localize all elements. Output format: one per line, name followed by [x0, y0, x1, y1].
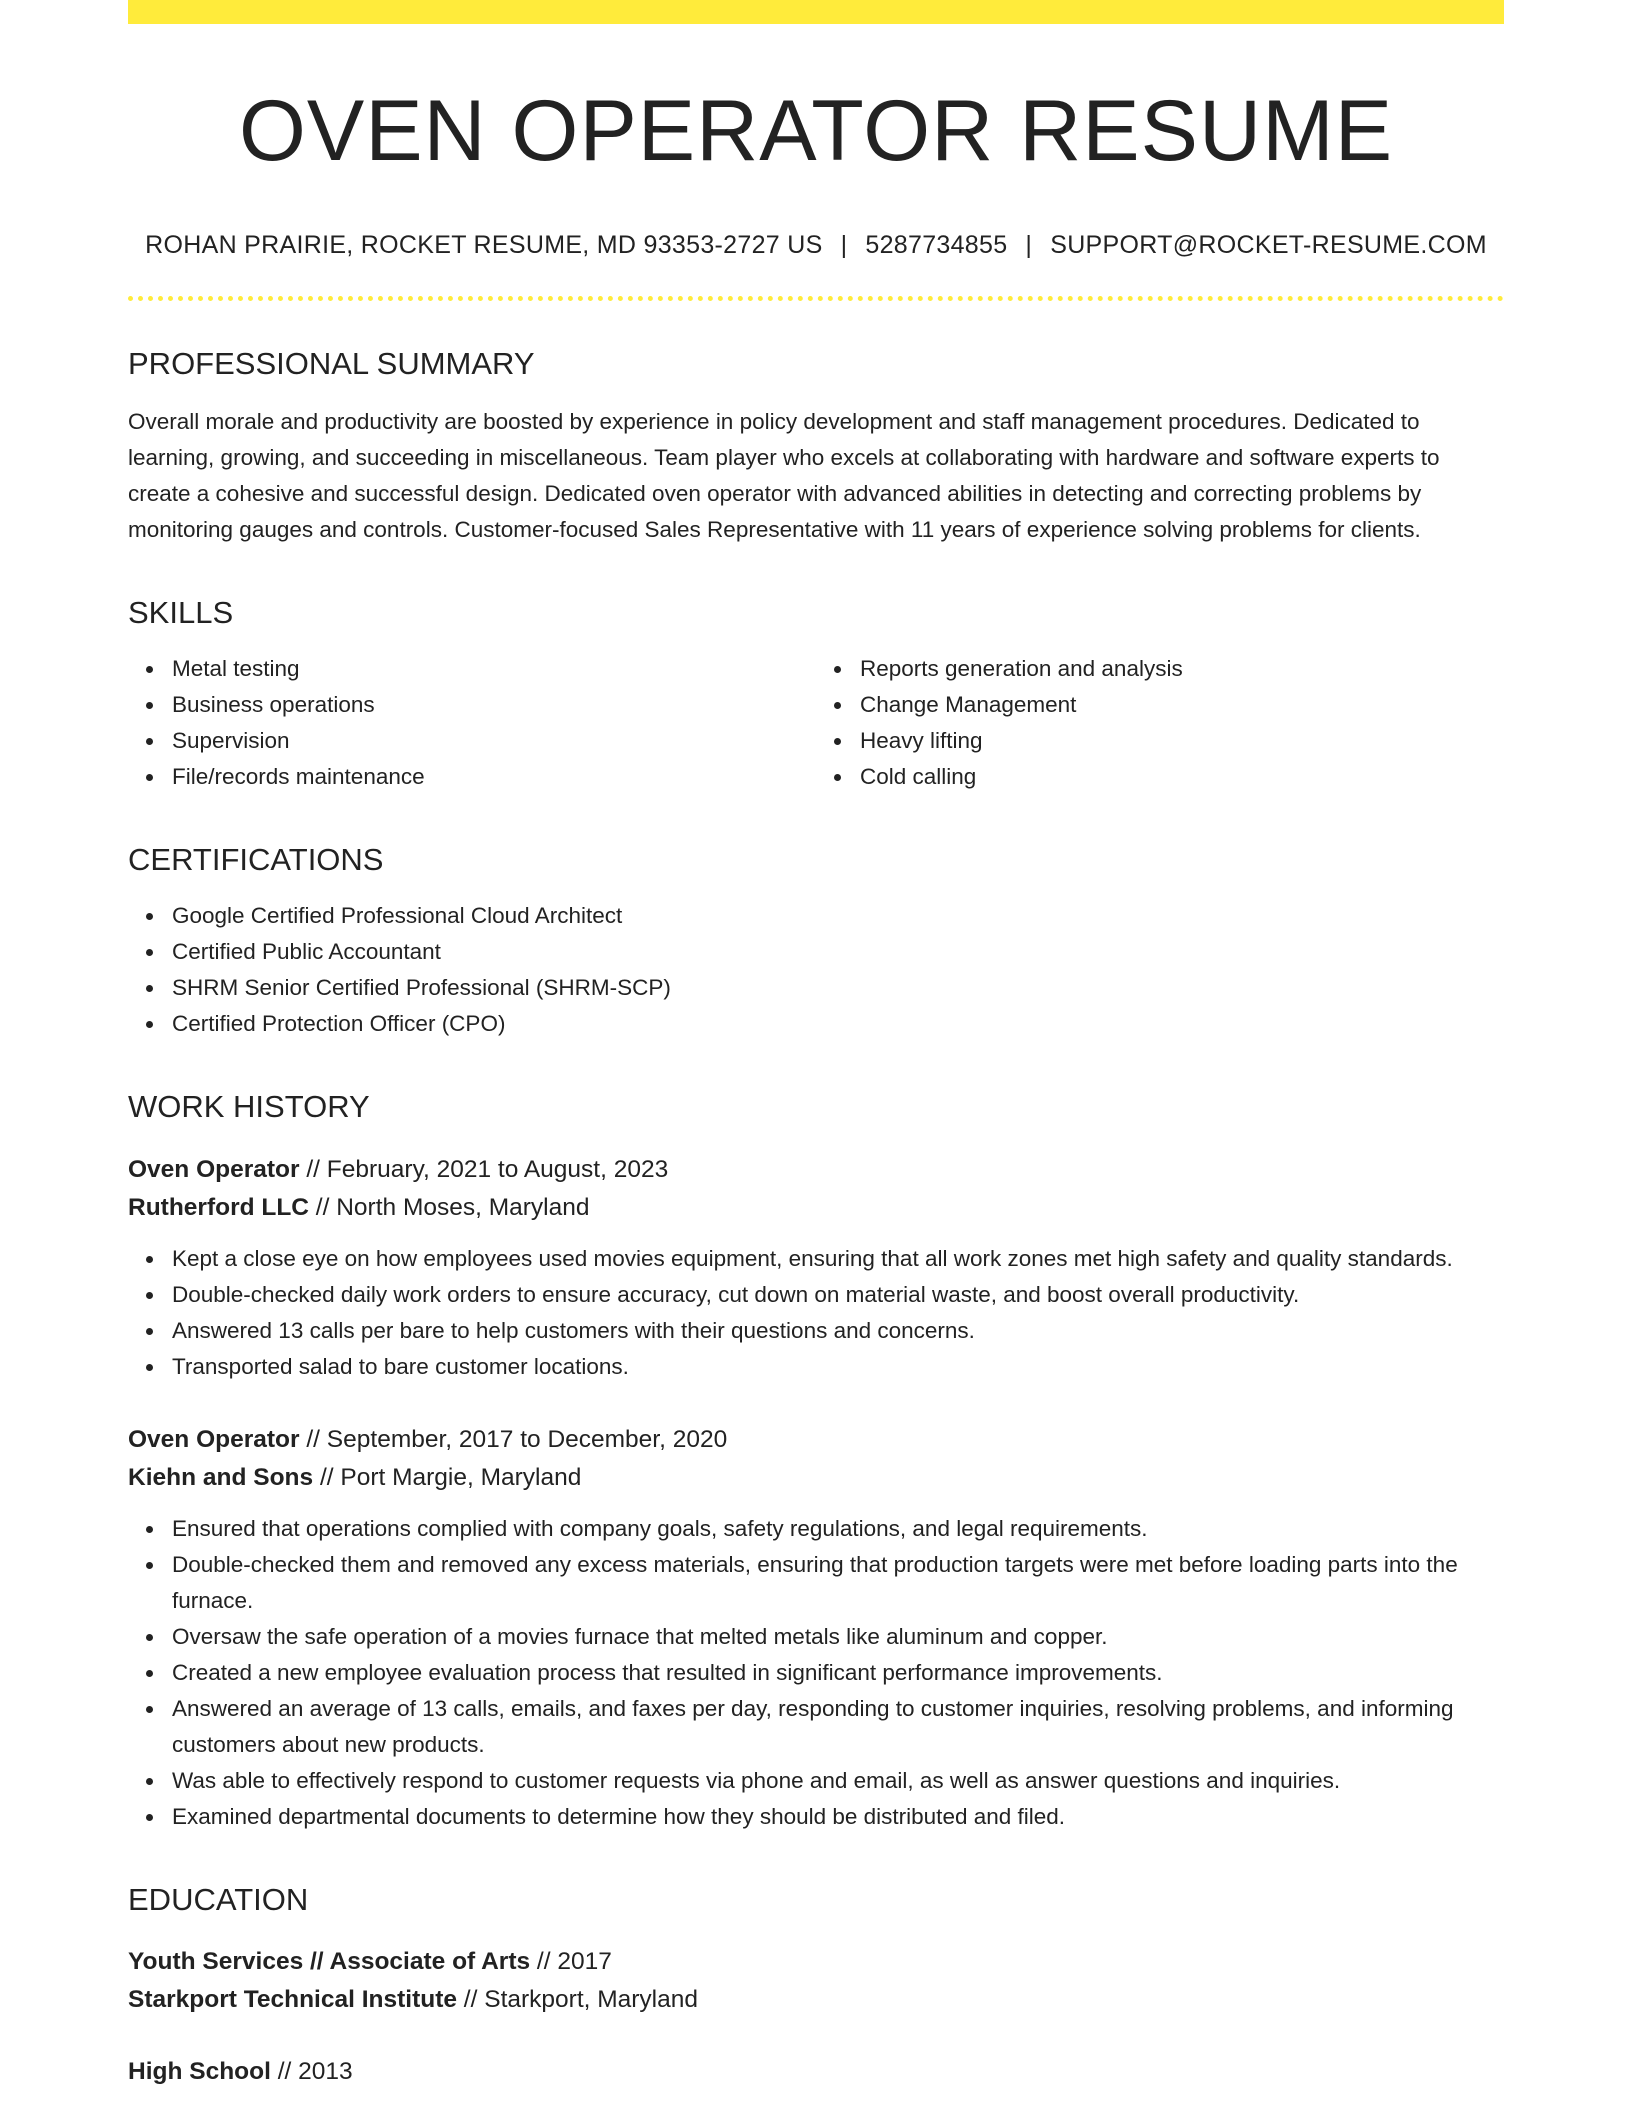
skills-section	[128, 594, 1504, 795]
job-bullet: Answered an average of 13 calls, emails, and faxes per day, responding to customer inquiries, resolving problems, and informing customers about new products.	[172, 1691, 1504, 1763]
job-location: // Port Margie, Maryland	[313, 1464, 582, 1492]
job-dates: // September, 2017 to December, 2020	[299, 1426, 728, 1454]
education-degree: High School	[128, 2057, 271, 2085]
education-year: // 2013	[270, 2057, 353, 2085]
contact-address: ROHAN PRAIRIE, ROCKET RESUME, MD 93353-2727 US	[145, 230, 823, 259]
skill-item: Change Management	[860, 687, 1504, 723]
job-bullets	[128, 1511, 1504, 1835]
resume-title: OVEN OPERATOR RESUME	[238, 83, 1394, 179]
job-bullet: Transported salad to bare customer locations.	[172, 1349, 1504, 1385]
summary-section	[128, 345, 1504, 548]
job-company: Kiehn and Sons	[128, 1464, 314, 1492]
contact-phone[interactable]: 5287734855	[865, 230, 1008, 259]
summary-heading: PROFESSIONAL SUMMARY	[128, 345, 535, 381]
dotted-divider	[128, 296, 1504, 301]
skills-list-left	[128, 651, 816, 795]
certifications-heading: CERTIFICATIONS	[128, 841, 384, 877]
education-section	[128, 1881, 1504, 2090]
contact-line	[128, 231, 1504, 260]
resume-page	[128, 0, 1504, 2091]
job-dates: // February, 2021 to August, 2023	[299, 1156, 669, 1184]
skill-item: Reports generation and analysis	[860, 651, 1504, 687]
summary-text: Overall morale and productivity are boosted by experience in policy development and staff management procedures. Dedicated to learning, growing, and succeeding in miscellaneous. Team player who excels at collaborating with hardware and software experts to create a cohesive and successful design. Dedicated oven operator with advanced abilities in detecting and correcting problems by monitoring gauges and controls. Customer-focused Sales Representative with 11 years of experience solving problems for clients.	[128, 408, 1440, 542]
education-heading: EDUCATION	[128, 1882, 309, 1918]
job-bullet: Examined departmental documents to determine how they should be distributed and filed.	[172, 1799, 1504, 1835]
certification-item: Certified Public Accountant	[172, 934, 1504, 970]
skills-heading: SKILLS	[128, 594, 234, 630]
education-degree: Youth Services // Associate of Arts	[128, 1947, 531, 1975]
job-bullet: Created a new employee evaluation process that resulted in significant performance improvements.	[172, 1655, 1504, 1691]
skill-item: Cold calling	[860, 759, 1504, 795]
job-bullet: Double-checked them and removed any excess materials, ensuring that production targets were met before loading parts into the furnace.	[172, 1547, 1504, 1619]
education-location: // Starkport, Maryland	[457, 1985, 699, 2013]
job-bullet: Kept a close eye on how employees used movies equipment, ensuring that all work zones met high safety and quality standards.	[172, 1241, 1504, 1277]
job-company-line	[128, 1189, 1504, 1227]
job-location: // North Moses, Maryland	[309, 1194, 590, 1222]
skill-item: Heavy lifting	[860, 723, 1504, 759]
accent-top-bar	[128, 0, 1504, 24]
contact-email[interactable]: SUPPORT@ROCKET-RESUME.COM	[1050, 230, 1487, 259]
job-title-line	[128, 1421, 1504, 1459]
job-title: Oven Operator	[128, 1156, 300, 1184]
job-title: Oven Operator	[128, 1426, 300, 1454]
education-degree-line	[128, 2053, 1504, 2091]
contact-separator: |	[840, 230, 848, 259]
certifications-list	[128, 898, 1504, 1042]
skill-item: Business operations	[172, 687, 816, 723]
skills-list-right	[816, 651, 1504, 795]
certification-item: SHRM Senior Certified Professional (SHRM-SCP)	[172, 970, 1504, 1006]
job-company-line	[128, 1459, 1504, 1497]
job-bullet: Ensured that operations complied with company goals, safety regulations, and legal requirements.	[172, 1511, 1504, 1547]
job-company: Rutherford LLC	[128, 1194, 309, 1222]
job-entry	[128, 1151, 1504, 1385]
certification-item: Certified Protection Officer (CPO)	[172, 1006, 1504, 1042]
job-entry	[128, 1421, 1504, 1835]
work-history-section	[128, 1088, 1504, 1835]
education-degree-line	[128, 1943, 1504, 1981]
job-bullet: Answered 13 calls per bare to help customers with their questions and concerns.	[172, 1313, 1504, 1349]
job-bullet: Was able to effectively respond to customer requests via phone and email, as well as answer questions and inquiries.	[172, 1763, 1504, 1799]
skill-item: Supervision	[172, 723, 816, 759]
skills-grid	[128, 651, 1504, 795]
certifications-section	[128, 841, 1504, 1042]
education-school-line	[128, 1981, 1504, 2019]
skill-item: Metal testing	[172, 651, 816, 687]
education-year: // 2017	[530, 1947, 612, 1975]
certification-item: Google Certified Professional Cloud Architect	[172, 898, 1504, 934]
education-school: Starkport Technical Institute	[128, 1985, 457, 2013]
job-bullet: Double-checked daily work orders to ensure accuracy, cut down on material waste, and boost overall productivity.	[172, 1277, 1504, 1313]
job-bullet: Oversaw the safe operation of a movies furnace that melted metals like aluminum and copper.	[172, 1619, 1504, 1655]
contact-separator: |	[1025, 230, 1033, 259]
work-history-heading: WORK HISTORY	[128, 1089, 370, 1125]
job-bullets	[128, 1241, 1504, 1385]
education-entry	[128, 1943, 1504, 2019]
education-entry	[128, 2053, 1504, 2091]
job-title-line	[128, 1151, 1504, 1189]
skill-item: File/records maintenance	[172, 759, 816, 795]
